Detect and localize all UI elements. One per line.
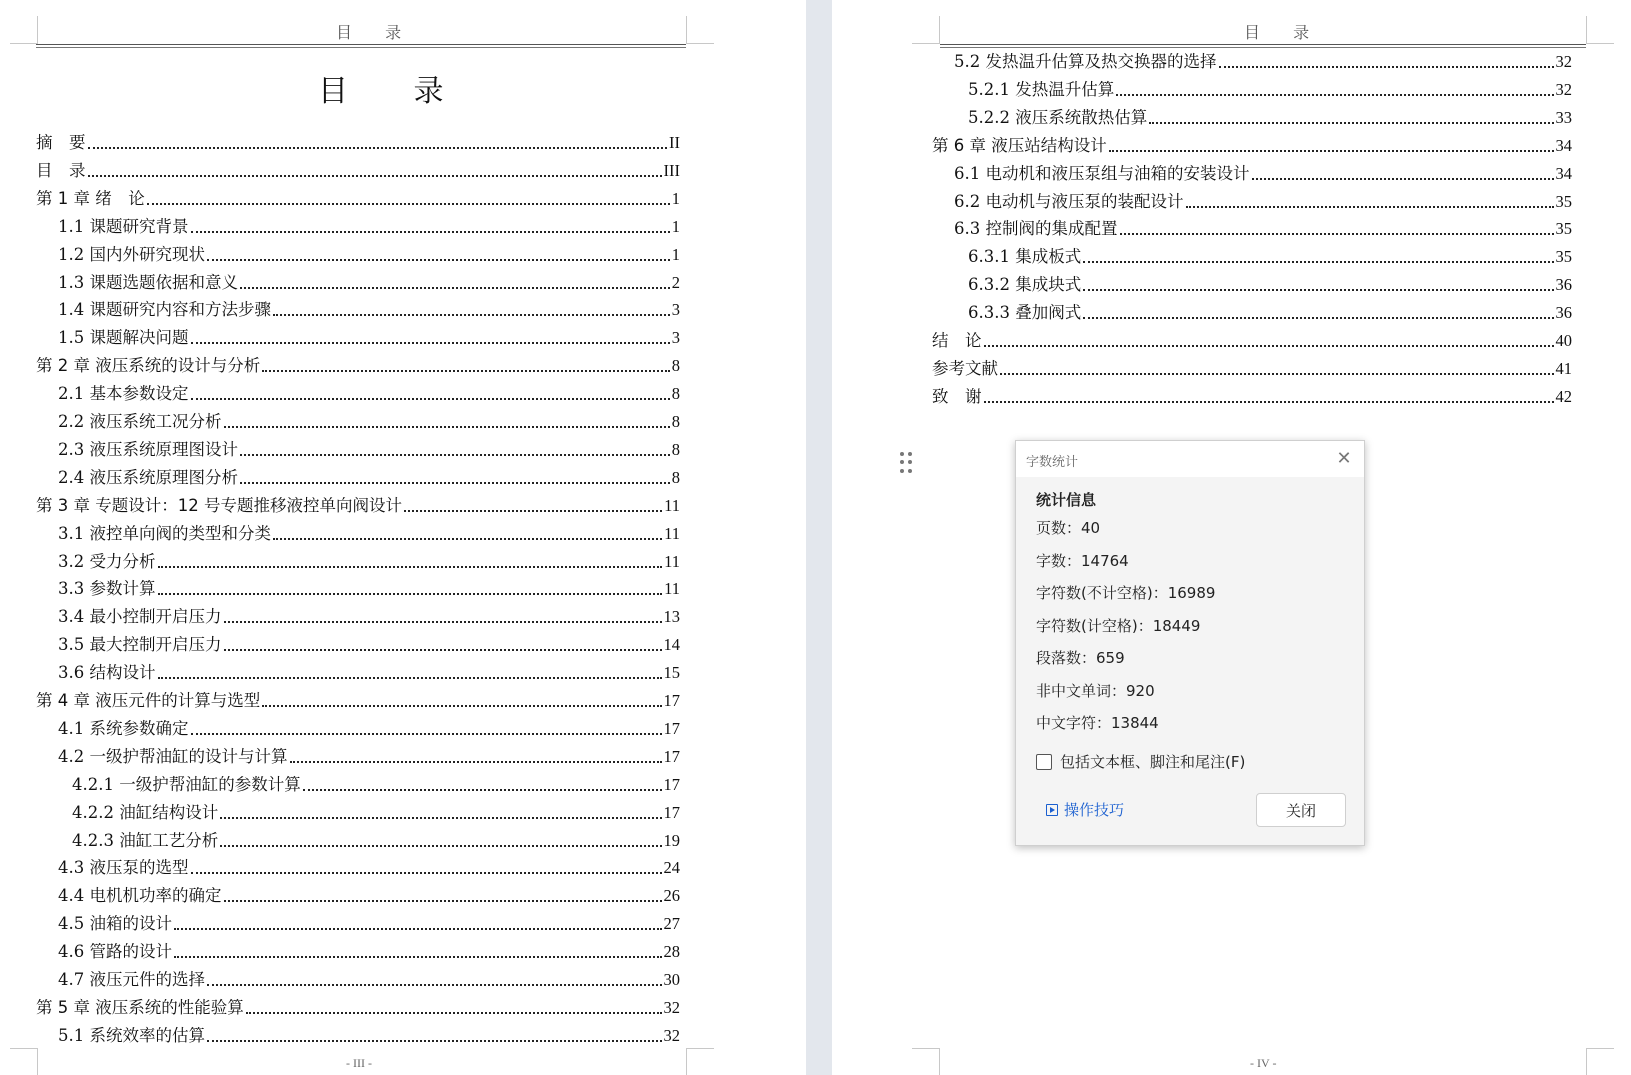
toc-entry[interactable] (968, 242, 1572, 268)
toc-entry[interactable] (932, 131, 1572, 157)
toc-entry-page: 36 (1555, 303, 1572, 323)
stat-chinese-chars: 中文字符：13844 (1036, 714, 1159, 732)
toc-entry-label: 4.1 系统参数确定 (58, 718, 189, 738)
margin-corner-mark (10, 16, 38, 44)
toc-entry-page: 3 (671, 300, 680, 320)
toc-entry[interactable] (954, 159, 1572, 185)
toc-entry-label: 5.2.1 发热温升估算 (968, 79, 1115, 99)
stat-paragraphs: 段落数：659 (1036, 649, 1125, 667)
toc-entry-page: 8 (671, 412, 680, 431)
drag-handle-icon[interactable] (900, 452, 914, 474)
toc-leader-dots (273, 314, 670, 316)
toc-entry-label: 4.2 一级护帮油缸的设计与计算 (58, 746, 288, 766)
toc-entry-page: 24 (663, 858, 680, 878)
toc-entry-page: 1 (671, 244, 680, 264)
toc-entry-page: 28 (663, 942, 680, 962)
toc-entry-page: 35 (1555, 219, 1572, 239)
toc-leader-dots (158, 566, 663, 568)
toc-leader-dots (88, 147, 668, 149)
toc-entry[interactable] (968, 270, 1572, 296)
page-header: 目 录 (1244, 23, 1324, 42)
page-header: 目 录 (336, 23, 416, 42)
toc-leader-dots (1083, 289, 1553, 291)
toc-entry[interactable] (58, 212, 680, 238)
toc-entry-label: 第 4 章 液压元件的计算与选型 (36, 691, 261, 710)
toc-leader-dots (1083, 317, 1553, 319)
toc-entry-page: 17 (663, 774, 680, 794)
toc-entry-label: 第 5 章 液压系统的性能验算 (36, 997, 244, 1017)
margin-corner-mark (912, 16, 940, 44)
toc-entry[interactable] (36, 686, 680, 712)
toc-entry-page: 35 (1555, 247, 1572, 267)
margin-corner-mark (912, 1048, 940, 1075)
toc-leader-dots (1252, 178, 1554, 180)
toc-leader-dots (191, 342, 670, 344)
toc-entry[interactable] (58, 574, 680, 600)
toc-entry[interactable] (968, 103, 1572, 129)
toc-entry[interactable] (72, 770, 680, 796)
toc-entry-page: 17 (663, 718, 680, 738)
toc-entry-page: 32 (663, 997, 680, 1017)
toc-entry-label: 3.5 最大控制开启压力 (58, 635, 222, 655)
include-textbox-option[interactable] (1036, 751, 1245, 772)
toc-entry[interactable] (36, 351, 680, 377)
header-rule (36, 47, 686, 48)
margin-corner-mark (1586, 1048, 1614, 1075)
toc-leader-dots (191, 398, 670, 400)
toc-entry-page: 13 (663, 607, 680, 627)
toc-leader-dots (246, 1012, 662, 1014)
stat-words: 字数：14764 (1036, 552, 1129, 570)
toc-entry[interactable] (58, 909, 680, 935)
word-count-dialog (1015, 440, 1365, 846)
toc-leader-dots (224, 621, 662, 623)
toc-leader-dots (207, 1040, 662, 1042)
toc-entry-label: 4.3 液压泵的选型 (58, 858, 189, 878)
toc-entry-label: 3.6 结构设计 (58, 663, 156, 683)
toc-leader-dots (207, 259, 670, 261)
toc-entry-page: II (669, 133, 680, 152)
toc-entry-page: 34 (1555, 163, 1572, 183)
toc-leader-dots (220, 845, 661, 847)
toc-entry-label: 1.5 课题解决问题 (58, 328, 189, 348)
toc-entry-label: 6.3.2 集成块式 (968, 275, 1082, 295)
toc-entry-page: 35 (1555, 191, 1572, 211)
toc-entry-label: 结 论 (932, 331, 982, 350)
toc-entry[interactable] (58, 742, 680, 768)
toc-entry[interactable] (58, 240, 680, 266)
toc-entry-page: 1 (671, 216, 680, 236)
toc-entry[interactable] (58, 463, 680, 489)
toc-entry-page: 8 (671, 356, 680, 376)
toc-entry-page: 19 (663, 830, 680, 850)
toc-entry-label: 3.4 最小控制开启压力 (58, 607, 222, 627)
toc-entry-label: 致 谢 (932, 386, 982, 406)
toc-entry-label: 1.3 课题选题依据和意义 (58, 272, 238, 292)
toc-entry-page: 2 (671, 272, 680, 292)
toc-leader-dots (240, 454, 670, 456)
toc-entry-label: 6.1 电动机和液压泵组与油箱的安装设计 (954, 163, 1250, 183)
toc-entry[interactable] (58, 295, 680, 321)
toc-entry[interactable] (58, 658, 680, 684)
play-icon (1046, 804, 1058, 816)
toc-entry-page: 17 (663, 746, 680, 766)
toc-entry[interactable] (36, 491, 680, 517)
toc-entry[interactable] (36, 993, 680, 1019)
toc-entry-page: 26 (663, 886, 680, 906)
toc-entry-label: 摘 要 (36, 133, 86, 152)
toc-entry-label: 2.3 液压系统原理图设计 (58, 439, 238, 459)
toc-entry[interactable] (58, 323, 680, 349)
close-button[interactable]: 关闭 (1256, 793, 1346, 827)
toc-title: 目 录 (318, 74, 472, 109)
toc-entry-label: 4.2.2 油缸结构设计 (72, 802, 219, 822)
stat-chars-with-spaces: 字符数(计空格)：18449 (1036, 617, 1201, 635)
toc-entry-page: 17 (663, 691, 680, 710)
toc-entry-page: 40 (1555, 331, 1572, 350)
toc-entry-label: 4.5 油箱的设计 (58, 914, 172, 934)
toc-entry-label: 第 6 章 液压站结构设计 (932, 135, 1107, 155)
stat-chars-no-spaces: 字符数(不计空格)：16989 (1036, 584, 1216, 602)
toc-entry-page: 14 (663, 635, 680, 655)
toc-entry[interactable] (968, 298, 1572, 324)
toc-entry-page: 32 (1555, 79, 1572, 99)
margin-corner-mark (686, 16, 714, 44)
toc-leader-dots (262, 370, 670, 372)
toc-leader-dots (147, 203, 670, 205)
toc-entry-label: 6.3 控制阀的集成配置 (954, 219, 1118, 239)
toc-leader-dots (240, 482, 670, 484)
toc-leader-dots (1000, 373, 1554, 375)
toc-entry[interactable] (36, 156, 680, 182)
toc-leader-dots (158, 677, 662, 679)
toc-entry[interactable] (72, 798, 680, 824)
toc-leader-dots (224, 649, 662, 651)
toc-leader-dots (1120, 233, 1554, 235)
toc-entry-label: 目 录 (36, 160, 86, 180)
toc-entry-page: 15 (663, 663, 680, 683)
toc-leader-dots (224, 426, 670, 428)
toc-leader-dots (174, 928, 662, 930)
toc-entry-page: 11 (664, 495, 680, 515)
toc-entry-page: 17 (663, 802, 680, 822)
toc-entry-label: 5.2 发热温升估算及热交换器的选择 (954, 52, 1217, 71)
document-page-left (0, 0, 806, 1075)
toc-entry-page: 33 (1555, 107, 1572, 127)
toc-entry-page: 41 (1555, 358, 1572, 378)
toc-entry-label: 参考文献 (932, 358, 998, 378)
page-gap (806, 0, 832, 1075)
toc-entry-page: 27 (663, 914, 680, 934)
toc-entry-label: 6.3.3 叠加阀式 (968, 303, 1082, 323)
toc-leader-dots (1109, 150, 1554, 152)
toc-entry-page: 11 (664, 579, 680, 599)
toc-leader-dots (303, 789, 662, 791)
toc-leader-dots (220, 817, 661, 819)
toc-entry[interactable] (954, 187, 1572, 213)
stats-section-title: 统计信息 (1036, 491, 1097, 509)
toc-leader-dots (1083, 261, 1553, 263)
stat-non-chinese-words: 非中文单词：920 (1036, 682, 1155, 700)
toc-leader-dots (1116, 94, 1553, 96)
include-textbox-label: 包括文本框、脚注和尾注(F) (1060, 753, 1246, 771)
toc-entry-label: 4.7 液压元件的选择 (58, 970, 205, 989)
tips-link[interactable] (1046, 799, 1124, 820)
toc-leader-dots (984, 401, 1554, 403)
toc-entry-label: 6.3.1 集成板式 (968, 247, 1082, 267)
toc-entry-page: 11 (664, 523, 680, 543)
header-rule (940, 44, 1586, 45)
toc-entry-page: 8 (671, 439, 680, 459)
toc-leader-dots (1219, 66, 1554, 68)
toc-entry-label: 2.1 基本参数设定 (58, 384, 189, 404)
toc-leader-dots (224, 900, 662, 902)
toc-entry-page: III (663, 160, 680, 180)
toc-leader-dots (88, 175, 662, 177)
toc-entry-page: 8 (671, 384, 680, 404)
toc-entry[interactable] (58, 407, 680, 433)
margin-corner-mark (10, 1048, 38, 1075)
toc-entry[interactable] (954, 47, 1572, 73)
toc-entry-label: 1.1 课题研究背景 (58, 216, 189, 236)
toc-entry[interactable] (58, 965, 680, 991)
toc-entry-page: 30 (663, 970, 680, 989)
toc-entry[interactable] (58, 630, 680, 656)
toc-entry-page: 32 (663, 1025, 680, 1045)
toc-leader-dots (290, 761, 662, 763)
page-footer: - III - (346, 1056, 372, 1070)
toc-entry[interactable] (58, 268, 680, 294)
toc-leader-dots (191, 733, 662, 735)
toc-entry[interactable] (954, 214, 1572, 240)
toc-leader-dots (1149, 122, 1553, 124)
toc-entry-page: 3 (671, 328, 680, 348)
toc-entry-label: 3.2 受力分析 (58, 551, 156, 571)
toc-entry[interactable] (58, 937, 680, 963)
toc-entry-label: 4.6 管路的设计 (58, 942, 172, 962)
close-icon[interactable]: ✕ (1336, 448, 1352, 469)
toc-entry-label: 4.4 电机机功率的确定 (58, 886, 222, 906)
toc-leader-dots (404, 510, 662, 512)
toc-entry[interactable] (58, 853, 680, 879)
toc-entry[interactable] (58, 547, 680, 573)
toc-entry-label: 2.4 液压系统原理图分析 (58, 467, 238, 487)
toc-leader-dots (984, 345, 1554, 347)
toc-entry-label: 5.1 系统效率的估算 (58, 1025, 205, 1045)
toc-entry-label: 3.3 参数计算 (58, 579, 156, 599)
toc-entry[interactable] (58, 379, 680, 405)
tips-label: 操作技巧 (1064, 801, 1125, 819)
toc-entry-page: 11 (664, 551, 680, 571)
toc-entry[interactable] (58, 435, 680, 461)
toc-entry[interactable] (58, 714, 680, 740)
toc-entry[interactable] (932, 382, 1572, 408)
toc-entry-label: 1.2 国内外研究现状 (58, 244, 205, 264)
toc-entry[interactable] (968, 75, 1572, 101)
toc-leader-dots (207, 984, 662, 986)
toc-leader-dots (191, 231, 670, 233)
toc-leader-dots (273, 538, 662, 540)
margin-corner-mark (686, 1048, 714, 1075)
toc-entry-label: 第 3 章 专题设计：12 号专题推移液控单向阀设计 (36, 495, 402, 515)
toc-entry-label: 3.1 液控单向阀的类型和分类 (58, 523, 271, 543)
margin-corner-mark (1586, 16, 1614, 44)
toc-leader-dots (240, 287, 670, 289)
include-textbox-checkbox[interactable] (1036, 754, 1052, 770)
toc-entry-page: 42 (1555, 386, 1572, 406)
toc-entry-label: 第 1 章 绪 论 (36, 188, 145, 208)
toc-entry-label: 4.2.3 油缸工艺分析 (72, 830, 219, 850)
toc-entry[interactable] (36, 128, 680, 154)
toc-entry[interactable] (36, 184, 680, 210)
toc-entry-page: 32 (1555, 52, 1572, 71)
stat-pages: 页数：40 (1036, 519, 1101, 537)
dialog-title: 字数统计 (1026, 455, 1079, 470)
toc-entry-label: 2.2 液压系统工况分析 (58, 412, 222, 431)
toc-entry[interactable] (58, 1021, 680, 1047)
toc-entry-page: 34 (1555, 135, 1572, 155)
toc-leader-dots (174, 956, 662, 958)
toc-entry-label: 4.2.1 一级护帮油缸的参数计算 (72, 774, 301, 794)
header-rule (36, 44, 686, 45)
toc-entry-label: 6.2 电动机与液压泵的装配设计 (954, 191, 1184, 211)
dialog-titlebar[interactable] (1016, 441, 1364, 477)
toc-entry[interactable] (932, 326, 1572, 352)
toc-entry-label: 第 2 章 液压系统的设计与分析 (36, 356, 261, 376)
toc-entry-page: 36 (1555, 275, 1572, 295)
toc-entry[interactable] (58, 602, 680, 628)
toc-leader-dots (191, 872, 662, 874)
toc-entry[interactable] (58, 881, 680, 907)
toc-entry-page: 1 (671, 188, 680, 208)
toc-entry[interactable] (72, 826, 680, 852)
toc-leader-dots (158, 593, 663, 595)
toc-entry-label: 5.2.2 液压系统散热估算 (968, 107, 1148, 127)
toc-entry-label: 1.4 课题研究内容和方法步骤 (58, 300, 271, 320)
toc-entry[interactable] (932, 354, 1572, 380)
toc-entry[interactable] (58, 519, 680, 545)
toc-leader-dots (1186, 206, 1554, 208)
toc-leader-dots (262, 705, 661, 707)
page-footer: - IV - (1250, 1056, 1277, 1070)
toc-entry-page: 8 (671, 467, 680, 487)
